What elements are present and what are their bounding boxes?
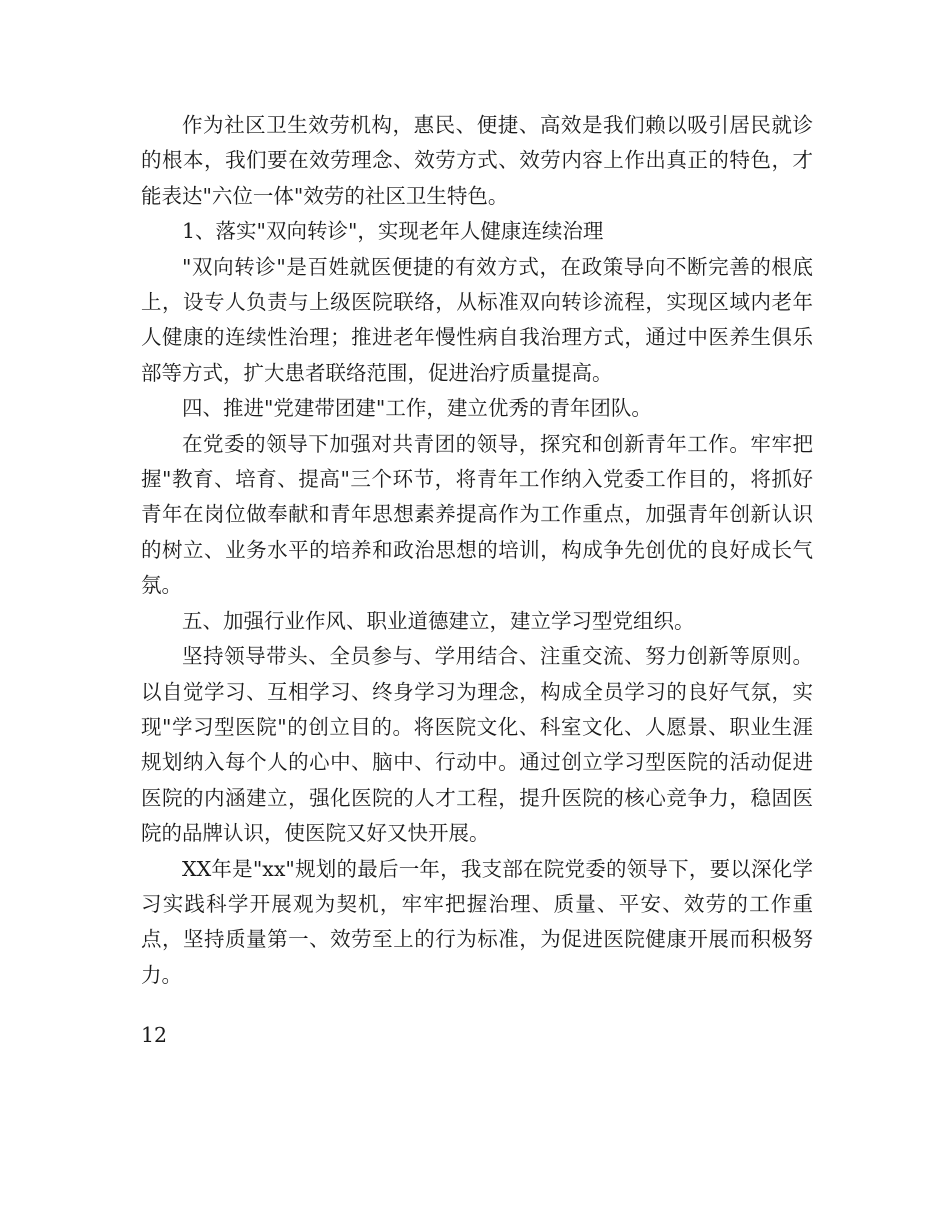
page-number: 12 bbox=[141, 1023, 168, 1047]
paragraph-party-youth: 在党委的领导下加强对共青团的领导，探究和创新青年工作。牢牢把握"教育、培育、提高"三个环节，将青年工作纳入党委工作目的，将抓好青年在岗位做奉献和青年思想素养提高作为工作重点，加强青年创新认识的树立、业务水平的培养和政治思想的培训，构成争先创优的良好成长气氛。 bbox=[141, 431, 813, 598]
section-heading-ethics: 五、加强行业作风、职业道德建立，建立学习型党组织。 bbox=[182, 608, 695, 633]
section-heading-party-youth: 四、推进"党建带团建"工作，建立优秀的青年团队。 bbox=[182, 396, 652, 421]
paragraph-referral: "双向转诊"是百姓就医便捷的有效方式，在政策导向不断完善的根底上，设专人负责与上级医院联络，从标准双向转诊流程，实现区域内老年人健康的连续性治理；推进老年慢性病自我治理方式，通过中医养生俱乐部等方式，扩大患者联络范围，促进治疗质量提高。 bbox=[141, 254, 813, 385]
paragraph-conclusion: XX年是"xx"规划的最后一年，我支部在院党委的领导下，要以深化学习实践科学开展观为契机，牢牢把握治理、质量、平安、效劳的工作重点，坚持质量第一、效劳至上的行为标准，为促进医院健康开展而积极努力。 bbox=[141, 856, 813, 987]
paragraph-intro: 作为社区卫生效劳机构，惠民、便捷、高效是我们赖以吸引居民就诊的根本，我们要在效劳理念、效劳方式、效劳内容上作出真正的特色，才能表达"六位一体"效劳的社区卫生特色。 bbox=[141, 113, 813, 208]
paragraph-learning: 坚持领导带头、全员参与、学用结合、注重交流、努力创新等原则。以自觉学习、互相学习、终身学习为理念，构成全员学习的良好气氛，实现"学习型医院"的创立目的。将医院文化、科室文化、人愿景、职业生涯规划纳入每个人的心中、脑中、行动中。通过创立学习型医院的活动促进医院的内涵建立，强化医院的人才工程，提升医院的核心竞争力，稳固医院的品牌认识，使医院又好又快开展。 bbox=[141, 644, 813, 846]
document-body bbox=[141, 108, 813, 993]
section-heading-referral: 1、落实"双向转诊"，实现老年人健康连续治理 bbox=[182, 219, 604, 244]
